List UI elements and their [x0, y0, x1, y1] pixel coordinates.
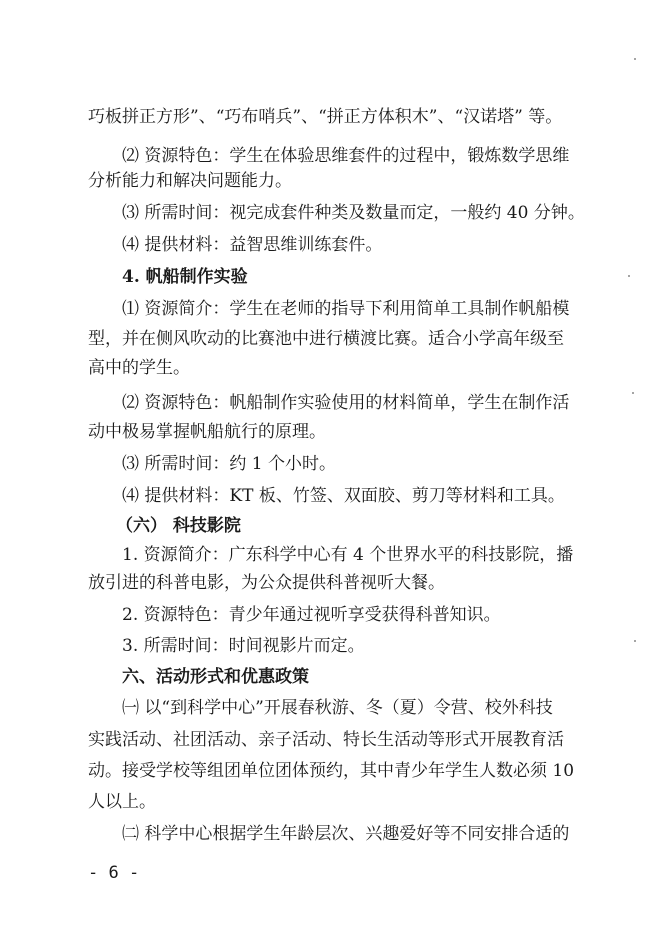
- text-line: 实践活动、社团活动、亲子活动、特长生活动等形式开展教育活: [88, 730, 564, 750]
- text-line: ⑶ 所需时间：约 1 个小时。: [122, 454, 337, 474]
- text-line: 高中的学生。: [88, 358, 190, 378]
- chapter-heading: 六、活动形式和优惠政策: [122, 667, 309, 687]
- text-line: ⑷ 提供材料：益智思维训练套件。: [122, 235, 383, 255]
- text-line: ⑴ 资源简介：学生在老师的指导下利用简单工具制作帆船模: [122, 299, 570, 319]
- page-number: - 6 -: [88, 863, 140, 883]
- text-line: 型，并在侧风吹动的比赛池中进行横渡比赛。适合小学高年级至: [88, 329, 564, 349]
- text-line: 动中极易掌握帆船航行的原理。: [88, 422, 326, 442]
- text-line: 分析能力和解决问题能力。: [88, 171, 292, 191]
- text-line: ⑷ 提供材料：KT 板、竹签、双面胶、剪刀等材料和工具。: [122, 486, 565, 506]
- text-line: 2. 资源特色：青少年通过视听享受获得科普知识。: [122, 605, 501, 625]
- text-line: 巧板拼正方形”、“巧布哨兵”、“拼正方体积木”、“汉诺塔” 等。: [88, 107, 563, 127]
- section-heading: （六） 科技影院: [116, 516, 241, 536]
- scan-speck: [634, 58, 636, 60]
- section-heading: 4. 帆船制作实验: [122, 267, 248, 287]
- text-line: ㈡ 科学中心根据学生年龄层次、兴趣爱好等不同安排合适的: [122, 824, 570, 844]
- text-line: 1. 资源简介：广东科学中心有 4 个世界水平的科技影院，播: [122, 545, 574, 565]
- scan-speck: [632, 392, 634, 394]
- text-line: 人以上。: [88, 792, 156, 812]
- text-line: 3. 所需时间：时间视影片而定。: [122, 636, 365, 656]
- text-line: 动。接受学校等组团单位团体预约，其中青少年学生人数必须 10: [88, 761, 575, 781]
- text-line: 放引进的科普电影，为公众提供科普视听大餐。: [88, 573, 445, 593]
- text-line: ⑵ 资源特色：帆船制作实验使用的材料简单，学生在制作活: [122, 393, 570, 413]
- text-line: ㈠ 以“到科学中心”开展春秋游、冬（夏）令营、校外科技: [122, 698, 553, 718]
- text-line: ⑶ 所需时间：视完成套件种类及数量而定，一般约 40 分钟。: [122, 203, 585, 223]
- scan-speck: [628, 275, 630, 277]
- scan-speck: [634, 640, 636, 642]
- text-line: ⑵ 资源特色：学生在体验思维套件的过程中，锻炼数学思维: [122, 146, 570, 166]
